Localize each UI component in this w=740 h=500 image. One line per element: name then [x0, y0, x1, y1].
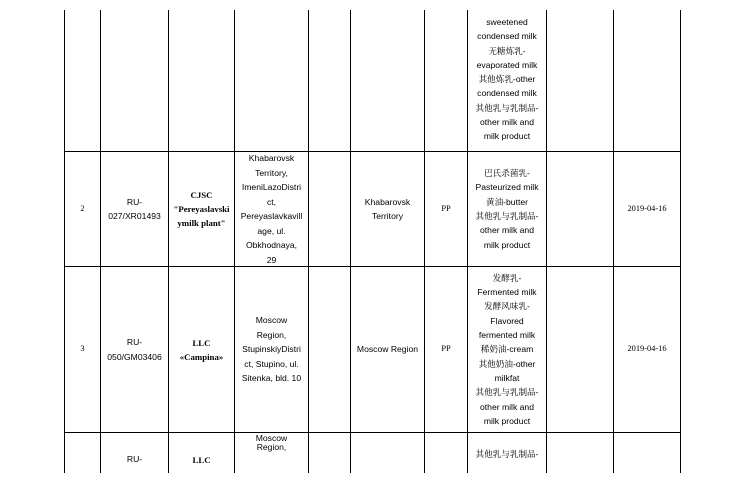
row-number: 2: [80, 203, 85, 213]
table-row-3-reg: [101, 267, 168, 432]
table-row-2-reg: [101, 152, 168, 266]
row-number: 3: [80, 344, 85, 354]
table-row-3-products: [468, 267, 546, 432]
company-address: Moscow Region,: [255, 434, 288, 452]
table-row-1-products: [468, 15, 546, 151]
company-address: Khabarovsk Territory, ImeniLazoDistri ct, Pereyaslavkavill age, ul. Obkhodnaya, 29: [240, 153, 303, 265]
table-row-3-addr: [235, 267, 308, 432]
registration-date: 2019-04-16: [627, 344, 667, 354]
registration-number: RU- 027/XR01493: [108, 196, 161, 221]
product-list: 其他乳与乳制品-: [475, 449, 539, 459]
table-row-2-region: [351, 152, 424, 266]
table-row-3-region: [351, 267, 424, 432]
table-row-2-type: [425, 152, 467, 266]
table-row-3-no: [65, 267, 100, 432]
table-row-2-date: [614, 152, 680, 266]
company-name: LLC: [192, 455, 211, 465]
product-list: 巴氏杀菌乳- Pasteurized milk 黄油-butter 其他乳与乳制品- other milk and milk product: [475, 168, 539, 250]
table-row-4-products: [468, 447, 546, 473]
product-list: sweetened condensed milk 无糖炼乳- evaporated milk 其他炼乳-other condensed milk 其他乳与乳制品- other milk and milk product: [475, 17, 539, 142]
company-name: LLC «Campina»: [179, 337, 224, 362]
enterprise-type: PP: [441, 344, 451, 354]
table-row-4-reg: [101, 452, 168, 473]
region: Moscow Region: [356, 344, 419, 355]
table-row-3-date: [614, 267, 680, 432]
region: Khabarovsk Territory: [364, 196, 411, 221]
table-row-2-no: [65, 152, 100, 266]
product-list: 发酵乳- Fermented milk 发酵风味乳- Flavored fermented milk 稀奶油-cream 其他奶油-other milkfat 其他乳与乳制品- other milk and milk product: [475, 272, 539, 426]
registration-date: 2019-04-16: [627, 203, 667, 213]
table-row-2-name: [169, 152, 234, 266]
table-row-2-products: [468, 152, 546, 266]
table-row-4-addr: [235, 434, 308, 473]
table-row-2-addr: [235, 152, 308, 266]
company-address: Moscow Region, StupinskiyDistri ct, Stupino, ul. Sitenka, bld. 10: [241, 315, 302, 384]
table-row-4-name: [169, 453, 234, 473]
registration-number: RU- 050/GM03406: [107, 337, 162, 362]
table-row-3-name: [169, 267, 234, 432]
company-name: CJSC "Pereyaslavski ymilk plant": [173, 190, 230, 228]
table-row-3-type: [425, 267, 467, 432]
enterprise-type: PP: [441, 203, 451, 213]
registration-number: RU-: [126, 454, 143, 464]
